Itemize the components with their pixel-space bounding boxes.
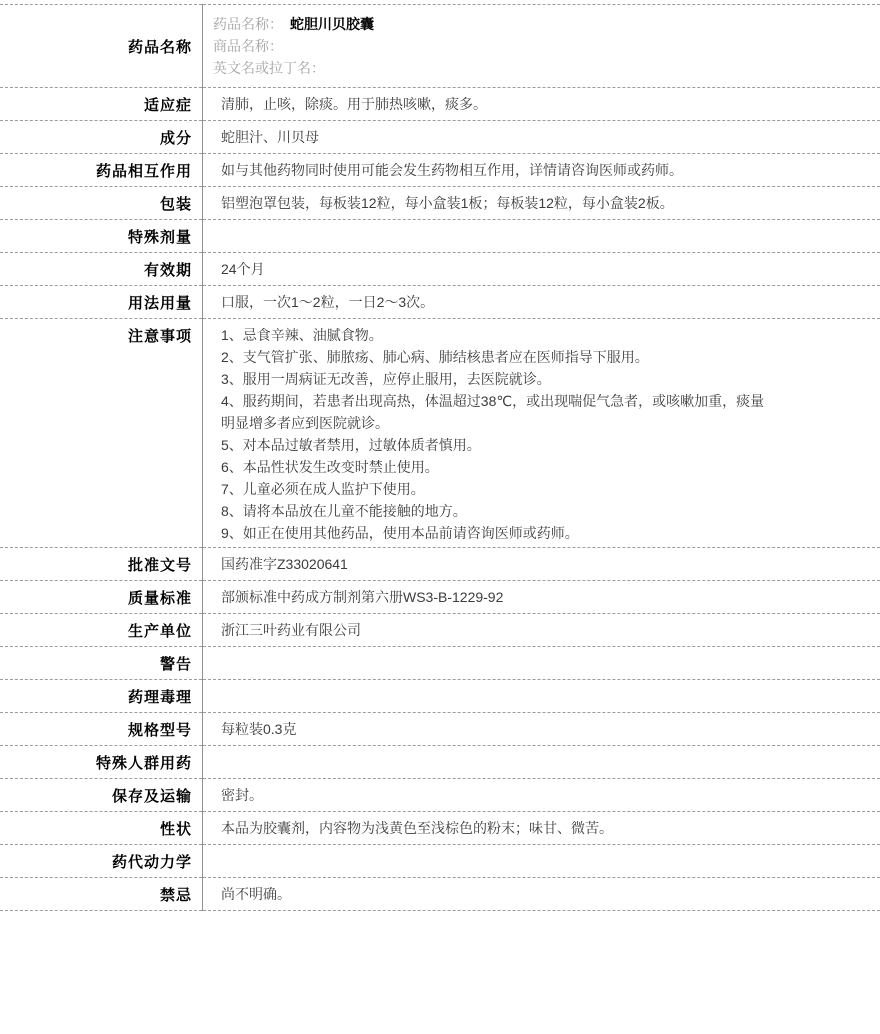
row-label: 警告 bbox=[0, 647, 203, 680]
row-text: 国药准字Z33020641 bbox=[221, 556, 348, 572]
row-value bbox=[203, 88, 880, 121]
row-label: 成分 bbox=[0, 121, 203, 154]
row-value bbox=[203, 5, 880, 88]
table-row bbox=[0, 614, 880, 647]
field-prefix: 药品名称： bbox=[213, 16, 283, 32]
page bbox=[0, 4, 880, 911]
row-value bbox=[203, 286, 880, 319]
table-row bbox=[0, 548, 880, 581]
row-label: 质量标准 bbox=[0, 581, 203, 614]
row-value bbox=[203, 220, 880, 253]
row-value bbox=[203, 121, 880, 154]
row-label: 规格型号 bbox=[0, 713, 203, 746]
table-row bbox=[0, 680, 880, 713]
row-value bbox=[203, 878, 880, 911]
row-value bbox=[203, 713, 880, 746]
table-row bbox=[0, 845, 880, 878]
row-label: 包装 bbox=[0, 187, 203, 220]
row-value bbox=[203, 746, 880, 779]
row-value bbox=[203, 581, 880, 614]
row-text: 浙江三叶药业有限公司 bbox=[221, 622, 361, 638]
drug-info-table bbox=[0, 4, 880, 911]
row-label: 药理毒理 bbox=[0, 680, 203, 713]
row-value bbox=[203, 154, 880, 187]
field-line bbox=[213, 35, 868, 57]
row-label: 注意事项 bbox=[0, 319, 203, 548]
table-row bbox=[0, 581, 880, 614]
table-row bbox=[0, 319, 880, 548]
row-value bbox=[203, 812, 880, 845]
row-text: 口服，一次1～2粒，一日2～3次。 bbox=[221, 294, 434, 310]
note-line: 5、对本品过敏者禁用，过敏体质者慎用。 bbox=[221, 434, 868, 456]
table-row bbox=[0, 713, 880, 746]
row-label: 适应症 bbox=[0, 88, 203, 121]
row-label: 批准文号 bbox=[0, 548, 203, 581]
table-row bbox=[0, 746, 880, 779]
note-line: 9、如正在使用其他药品，使用本品前请咨询医师或药师。 bbox=[221, 522, 868, 544]
table-row bbox=[0, 286, 880, 319]
row-label: 性状 bbox=[0, 812, 203, 845]
note-line: 3、服用一周病证无改善，应停止服用，去医院就诊。 bbox=[221, 368, 868, 390]
row-text: 清肺，止咳，除痰。用于肺热咳嗽，痰多。 bbox=[221, 96, 487, 112]
field-line bbox=[213, 57, 868, 79]
row-label: 药代动力学 bbox=[0, 845, 203, 878]
row-value bbox=[203, 319, 880, 548]
field-line bbox=[213, 13, 868, 35]
row-value bbox=[203, 647, 880, 680]
row-value bbox=[203, 187, 880, 220]
row-label: 药品名称 bbox=[0, 5, 203, 88]
note-line: 1、忌食辛辣、油腻食物。 bbox=[221, 324, 868, 346]
table-row bbox=[0, 779, 880, 812]
note-line: 7、儿童必须在成人监护下使用。 bbox=[221, 478, 868, 500]
table-row bbox=[0, 647, 880, 680]
row-label: 用法用量 bbox=[0, 286, 203, 319]
row-text: 铝塑泡罩包装，每板装12粒，每小盒装1板；每板装12粒，每小盒装2板。 bbox=[221, 195, 674, 211]
table-row bbox=[0, 253, 880, 286]
drug-info-table-body bbox=[0, 5, 880, 911]
row-value bbox=[203, 614, 880, 647]
note-line: 6、本品性状发生改变时禁止使用。 bbox=[221, 456, 868, 478]
table-row bbox=[0, 5, 880, 88]
table-row bbox=[0, 121, 880, 154]
row-label: 生产单位 bbox=[0, 614, 203, 647]
row-text: 蛇胆汁、川贝母 bbox=[221, 129, 319, 145]
row-value bbox=[203, 253, 880, 286]
row-label: 有效期 bbox=[0, 253, 203, 286]
row-text: 尚不明确。 bbox=[221, 886, 291, 902]
table-row bbox=[0, 220, 880, 253]
note-line: 4、服药期间，若患者出现高热，体温超过38℃，或出现喘促气急者，或咳嗽加重，痰量 bbox=[221, 390, 868, 412]
row-label: 药品相互作用 bbox=[0, 154, 203, 187]
row-text: 部颁标准中药成方制剂第六册WS3-B-1229-92 bbox=[221, 589, 503, 605]
note-line: 明显增多者应到医院就诊。 bbox=[221, 412, 868, 434]
row-label: 保存及运输 bbox=[0, 779, 203, 812]
table-row bbox=[0, 187, 880, 220]
note-line: 8、请将本品放在儿童不能接触的地方。 bbox=[221, 500, 868, 522]
row-text: 密封。 bbox=[221, 787, 263, 803]
note-line: 2、支气管扩张、肺脓疡、肺心病、肺结核患者应在医师指导下服用。 bbox=[221, 346, 868, 368]
row-text: 如与其他药物同时使用可能会发生药物相互作用，详情请咨询医师或药师。 bbox=[221, 162, 683, 178]
row-value bbox=[203, 779, 880, 812]
field-prefix: 商品名称： bbox=[213, 38, 283, 54]
row-label: 特殊人群用药 bbox=[0, 746, 203, 779]
row-text: 每粒装0.3克 bbox=[221, 721, 296, 737]
table-row bbox=[0, 88, 880, 121]
field-value: 蛇胆川贝胶囊 bbox=[290, 16, 374, 32]
row-value bbox=[203, 548, 880, 581]
table-row bbox=[0, 812, 880, 845]
row-value bbox=[203, 845, 880, 878]
table-row bbox=[0, 154, 880, 187]
row-text: 本品为胶囊剂，内容物为浅黄色至浅棕色的粉末；味甘、微苦。 bbox=[221, 820, 613, 836]
row-label: 禁忌 bbox=[0, 878, 203, 911]
table-row bbox=[0, 878, 880, 911]
field-prefix: 英文名或拉丁名： bbox=[213, 60, 325, 76]
row-label: 特殊剂量 bbox=[0, 220, 203, 253]
row-text: 24个月 bbox=[221, 261, 265, 277]
row-value bbox=[203, 680, 880, 713]
